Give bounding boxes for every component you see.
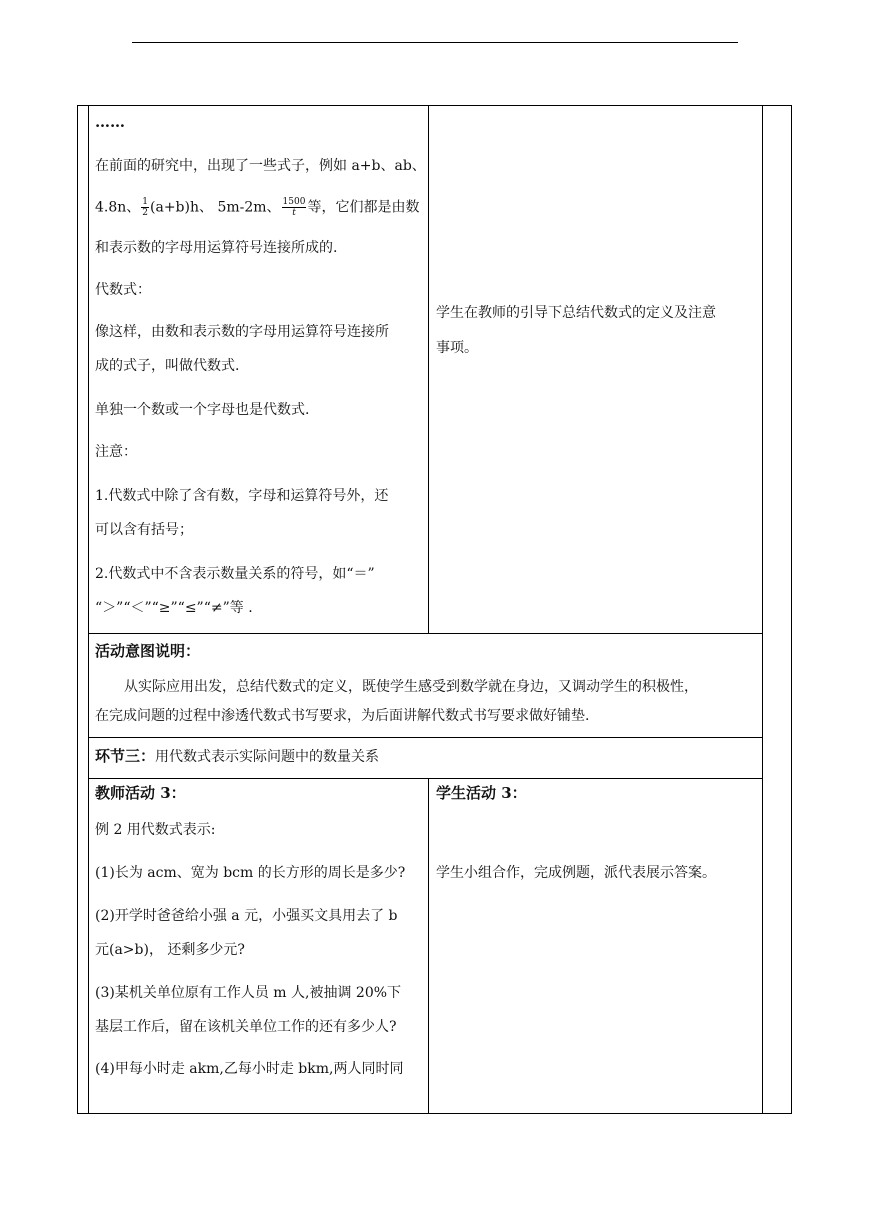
row-divider-2 xyxy=(88,737,762,738)
note-2-line-1: 2.代数式中不含表示数量关系的符号，如“＝” xyxy=(95,566,375,582)
student-summary-line-2: 事项。 xyxy=(436,340,478,356)
definition-line-1: 像这样，由数和表示数的字母用运算符号连接所 xyxy=(95,324,389,340)
section-3-text: 用代数式表示实际问题中的数量关系 xyxy=(155,749,380,765)
intent-line-2: 在完成问题的过程中渗透代数式书写要求，为后面讲解代数式书写要求做好铺垫. xyxy=(95,708,590,724)
intro-line-1: 在前面的研究中，出现了一些式子，例如 a+b、ab、 xyxy=(95,158,426,174)
col-divider-right xyxy=(762,105,763,1114)
definition-heading: 代数式： xyxy=(95,282,151,298)
example-q1: (1)长为 acm、宽为 bcm 的长方形的周长是多少? xyxy=(95,865,406,881)
ellipsis: …… xyxy=(95,113,125,131)
note-2-line-2: “＞”“＜”“≥”“≤”“≠”等 . xyxy=(95,600,253,616)
example-q2-line-1: (2)开学时爸爸给小强 a 元，小强买文具用去了 b xyxy=(95,908,398,924)
teacher-activity-title: 教师活动 3： xyxy=(95,784,186,802)
note-1-line-2: 可以含有括号； xyxy=(95,522,193,538)
section-3-label: 环节三： xyxy=(95,747,156,765)
student-activity-text: 学生小组合作，完成例题，派代表展示答案。 xyxy=(436,865,716,881)
col-divider-left xyxy=(428,105,429,633)
example-q3-line-2: 基层工作后，留在该机关单位工作的还有多少人? xyxy=(95,1019,397,1035)
intent-title: 活动意图说明： xyxy=(95,642,201,660)
fraction-one-half: $\frac{1}{2}$ xyxy=(142,197,149,218)
example-q2-line-2: 元(a>b)， 还剩多少元? xyxy=(95,942,245,958)
row-divider-3 xyxy=(88,778,762,779)
section-3-heading xyxy=(95,746,379,767)
note-1-line-1: 1.代数式中除了含有数，字母和运算符号外，还 xyxy=(95,488,389,504)
expr-trapezoid: (a+b)h、 5m-2m、 xyxy=(150,199,281,216)
intro-line-2-tail: 等，它们都是由数 xyxy=(307,199,420,216)
col-divider-edge xyxy=(88,105,89,1114)
note-heading: 注意： xyxy=(95,444,137,460)
example-q3-line-1: (3)某机关单位原有工作人员 m 人,被抽调 20%下 xyxy=(95,985,402,1001)
student-activity-title: 学生活动 3： xyxy=(436,784,527,802)
example-heading: 例 2 用代数式表示: xyxy=(95,822,216,838)
intent-line-1: 从实际应用出发，总结代数式的定义，既使学生感受到数学就在身边，又调动学生的积极性， xyxy=(124,679,698,695)
intro-line-2 xyxy=(95,197,419,218)
definition-line-3: 单独一个数或一个字母也是代数式. xyxy=(95,402,310,418)
definition-line-2: 成的式子，叫做代数式. xyxy=(95,358,240,374)
col-divider-left-lower xyxy=(428,778,429,1114)
student-summary-line-1: 学生在教师的引导下总结代数式的定义及注意 xyxy=(436,305,716,321)
row-divider-1 xyxy=(88,633,762,634)
fraction-1500-over-t: $\frac{1500}{t}$ xyxy=(282,197,306,218)
header-rule xyxy=(132,42,738,43)
intro-line-3: 和表示数的字母用运算符号连接所成的. xyxy=(95,240,338,256)
example-q4-line-1: (4)甲每小时走 akm,乙每小时走 bkm,两人同时同 xyxy=(95,1061,404,1077)
expr-4-8n: 4.8n、 xyxy=(95,199,141,216)
